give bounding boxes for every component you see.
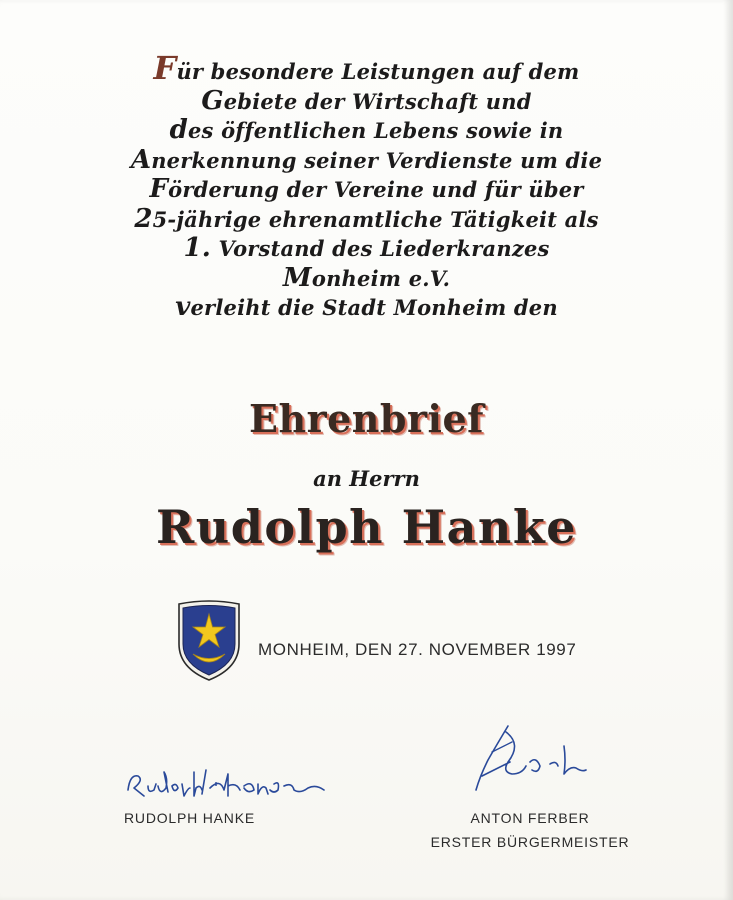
recipient-intro: an Herrn (313, 466, 420, 491)
signature-anton-ferber (468, 716, 598, 800)
body-line: Für besondere Leistungen auf dem (153, 49, 580, 87)
body-line: Förderung der Vereine und für über (149, 174, 584, 204)
signature-rudolph-hanke (124, 760, 334, 816)
body-line: Gebiete der Wirtschaft und (201, 85, 532, 116)
body-line: Anerkennung seiner Verdienste um die (130, 144, 603, 175)
place-and-date: MONHEIM, DEN 27. NOVEMBER 1997 (258, 640, 577, 659)
certificate-body-text (100, 49, 633, 323)
body-line: 25-jährige ehrenamtliche Tätigkeit als (134, 203, 599, 234)
signer-title-right: ERSTER BÜRGERMEISTER (430, 834, 630, 850)
signer-name-left: RUDOLPH HANKE (124, 810, 255, 826)
recipient-name: Rudolph Hanke (156, 500, 577, 554)
monheim-coat-of-arms-icon (176, 600, 242, 682)
body-line: des öffentlichen Lebens sowie in (169, 115, 564, 145)
signer-name-right: ANTON FERBER (470, 810, 590, 826)
body-line: 1. Vorstand des Liederkranzes (183, 233, 550, 263)
certificate-title: Ehrenbrief (249, 396, 484, 441)
body-line: Monheim e.V. (282, 262, 451, 293)
body-line: verleiht die Stadt Monheim den (175, 292, 558, 322)
